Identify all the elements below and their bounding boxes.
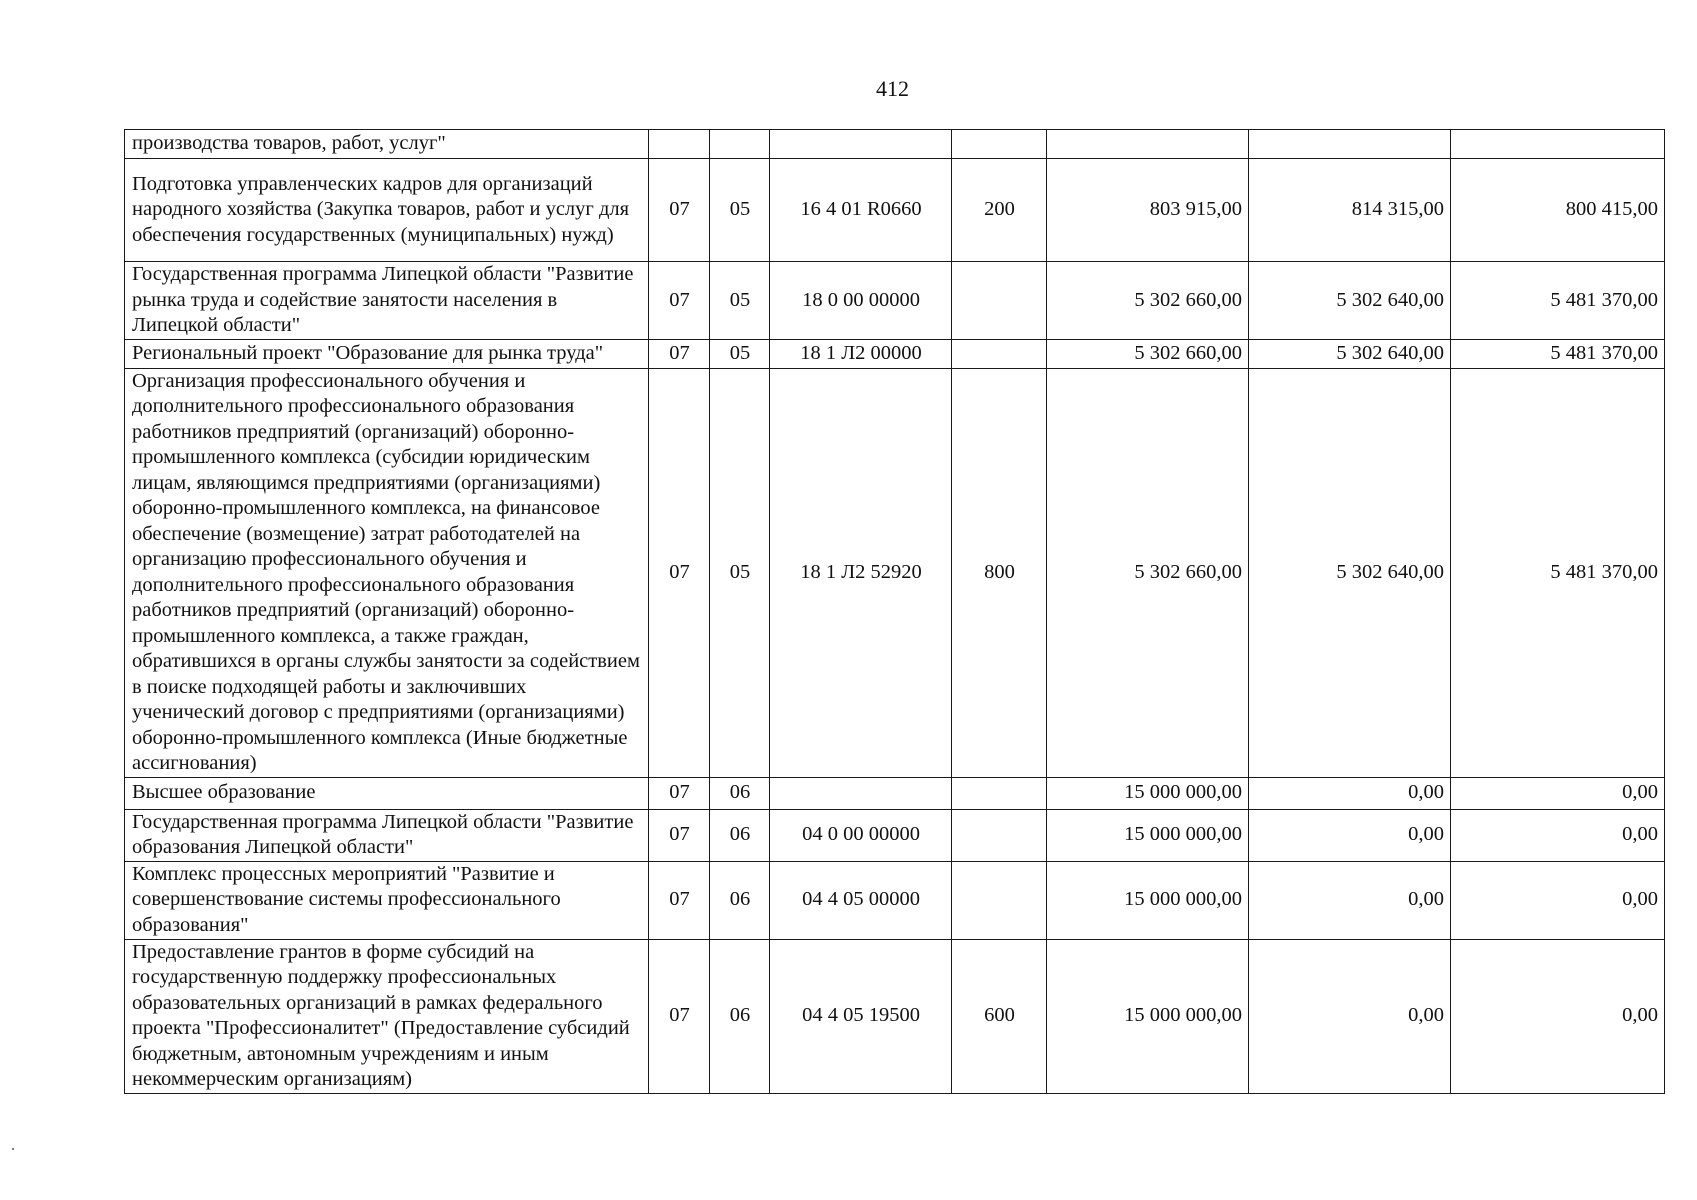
target-article-cell: 16 4 01 R0660 xyxy=(770,159,952,262)
table-row xyxy=(125,809,1665,861)
section-code-cell: 07 xyxy=(649,939,710,1093)
budget-table xyxy=(124,129,1665,1094)
table-row xyxy=(125,130,1665,159)
table-row xyxy=(125,777,1665,809)
expense-type-cell: 800 xyxy=(952,368,1047,777)
table-row xyxy=(125,159,1665,262)
target-article-cell: 04 4 05 00000 xyxy=(770,861,952,939)
section-code-cell: 07 xyxy=(649,809,710,861)
page-number: 412 xyxy=(876,76,909,101)
expense-type-cell xyxy=(952,809,1047,861)
target-article-cell: 04 0 00 00000 xyxy=(770,809,952,861)
table-body xyxy=(125,130,1665,1094)
amount-year3-cell: 5 481 370,00 xyxy=(1451,339,1665,368)
scan-speck xyxy=(12,1148,14,1150)
amount-year3-cell: 0,00 xyxy=(1451,777,1665,809)
amount-year1-cell: 5 302 660,00 xyxy=(1047,368,1249,777)
section-code-cell: 07 xyxy=(649,861,710,939)
amount-year3-cell: 0,00 xyxy=(1451,861,1665,939)
amount-year2-cell: 5 302 640,00 xyxy=(1249,339,1451,368)
row-name-cell: Государственная программа Липецкой области "Развитие рынка труда и содействие занятости населения в Липецкой области" xyxy=(125,262,649,340)
subsection-code-cell: 06 xyxy=(710,861,770,939)
amount-year1-cell: 5 302 660,00 xyxy=(1047,262,1249,340)
section-code-cell xyxy=(649,130,710,159)
subsection-code-cell: 05 xyxy=(710,339,770,368)
row-name-cell: Высшее образование xyxy=(125,777,649,809)
amount-year1-cell: 15 000 000,00 xyxy=(1047,777,1249,809)
amount-year2-cell: 0,00 xyxy=(1249,939,1451,1093)
row-name-cell: Предоставление грантов в форме субсидий на государственную поддержку профессиональных образовательных организаций в рамках федерального проекта "Профессионалитет" (Предоставление субсидий бюджетным, автономным учреждениям и иным некоммерческим организациям) xyxy=(125,939,649,1093)
row-name-cell: Организация профессионального обучения и дополнительного профессионального образования работников предприятий (организаций) оборонно-промышленного комплекса (субсидии юридическим лицам, являющимся предприятиями (организациями) оборонно-промышленного комплекса, на финансовое обеспечение (возмещение) затрат работодателей на организацию профессионального обучения и дополнительного профессионального образования работников предприятий (организаций) оборонно-промышленного комплекса, а также граждан, обратившихся в органы службы занятости за содействием в поиске подходящей работы и заключивших ученический договор с предприятиями (организациями) оборонно-промышленного комплекса (Иные бюджетные ассигнования) xyxy=(125,368,649,777)
target-article-cell: 18 1 Л2 52920 xyxy=(770,368,952,777)
amount-year1-cell: 15 000 000,00 xyxy=(1047,861,1249,939)
target-article-cell: 04 4 05 19500 xyxy=(770,939,952,1093)
table-row xyxy=(125,262,1665,340)
amount-year2-cell: 0,00 xyxy=(1249,861,1451,939)
table-row xyxy=(125,861,1665,939)
target-article-cell xyxy=(770,130,952,159)
target-article-cell xyxy=(770,777,952,809)
amount-year2-cell: 814 315,00 xyxy=(1249,159,1451,262)
subsection-code-cell: 05 xyxy=(710,159,770,262)
table-row xyxy=(125,368,1665,777)
row-name-cell: Подготовка управленческих кадров для организаций народного хозяйства (Закупка товаров, работ и услуг для обеспечения государственных (муниципальных) нужд) xyxy=(125,159,649,262)
row-name-cell: Региональный проект "Образование для рынка труда" xyxy=(125,339,649,368)
section-code-cell: 07 xyxy=(649,368,710,777)
section-code-cell: 07 xyxy=(649,339,710,368)
section-code-cell: 07 xyxy=(649,159,710,262)
amount-year3-cell: 0,00 xyxy=(1451,809,1665,861)
amount-year3-cell xyxy=(1451,130,1665,159)
amount-year3-cell: 0,00 xyxy=(1451,939,1665,1093)
amount-year3-cell: 5 481 370,00 xyxy=(1451,368,1665,777)
subsection-code-cell: 06 xyxy=(710,939,770,1093)
row-name-cell: Государственная программа Липецкой области "Развитие образования Липецкой области" xyxy=(125,809,649,861)
row-name-cell: производства товаров, работ, услуг" xyxy=(125,130,649,159)
expense-type-cell xyxy=(952,262,1047,340)
subsection-code-cell xyxy=(710,130,770,159)
table-row xyxy=(125,939,1665,1093)
amount-year1-cell: 5 302 660,00 xyxy=(1047,339,1249,368)
subsection-code-cell: 06 xyxy=(710,809,770,861)
expense-type-cell xyxy=(952,130,1047,159)
subsection-code-cell: 05 xyxy=(710,368,770,777)
amount-year2-cell: 5 302 640,00 xyxy=(1249,368,1451,777)
amount-year2-cell xyxy=(1249,130,1451,159)
amount-year2-cell: 5 302 640,00 xyxy=(1249,262,1451,340)
amount-year2-cell: 0,00 xyxy=(1249,777,1451,809)
expense-type-cell: 600 xyxy=(952,939,1047,1093)
expense-type-cell xyxy=(952,777,1047,809)
target-article-cell: 18 0 00 00000 xyxy=(770,262,952,340)
section-code-cell: 07 xyxy=(649,777,710,809)
amount-year2-cell: 0,00 xyxy=(1249,809,1451,861)
target-article-cell: 18 1 Л2 00000 xyxy=(770,339,952,368)
table-row xyxy=(125,339,1665,368)
subsection-code-cell: 06 xyxy=(710,777,770,809)
subsection-code-cell: 05 xyxy=(710,262,770,340)
row-name-cell: Комплекс процессных мероприятий "Развитие и совершенствование системы профессионального образования" xyxy=(125,861,649,939)
amount-year1-cell: 15 000 000,00 xyxy=(1047,939,1249,1093)
amount-year1-cell xyxy=(1047,130,1249,159)
expense-type-cell: 200 xyxy=(952,159,1047,262)
expense-type-cell xyxy=(952,339,1047,368)
amount-year3-cell: 800 415,00 xyxy=(1451,159,1665,262)
section-code-cell: 07 xyxy=(649,262,710,340)
amount-year1-cell: 803 915,00 xyxy=(1047,159,1249,262)
expense-type-cell xyxy=(952,861,1047,939)
amount-year3-cell: 5 481 370,00 xyxy=(1451,262,1665,340)
amount-year1-cell: 15 000 000,00 xyxy=(1047,809,1249,861)
